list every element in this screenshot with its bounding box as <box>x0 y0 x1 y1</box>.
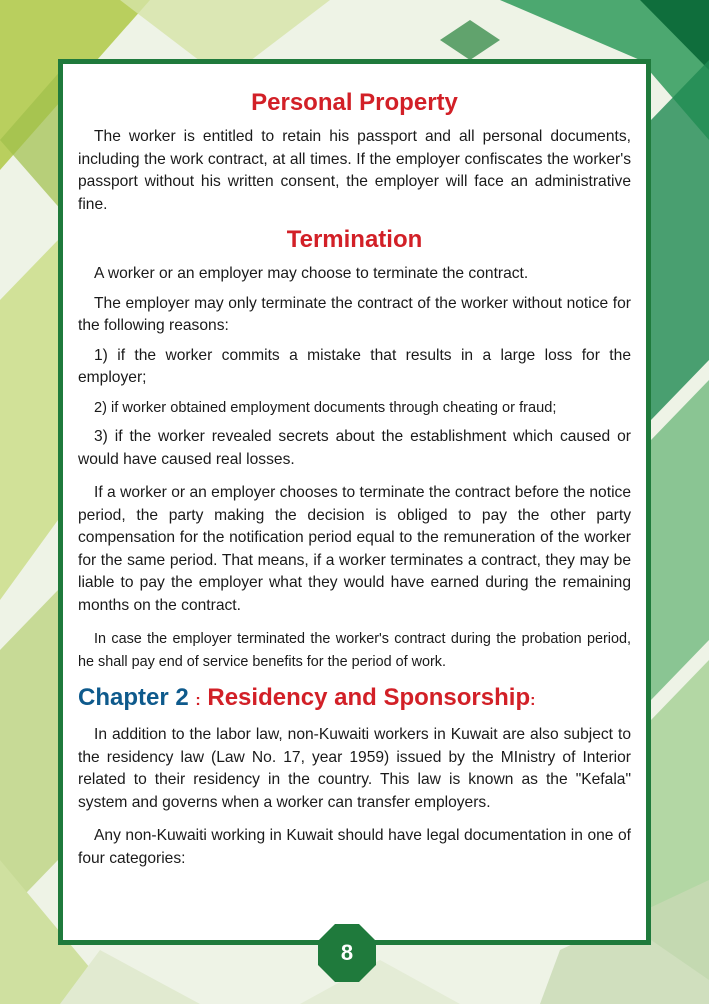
chapter-separator: : <box>195 692 201 709</box>
chapter-title: Residency and Sponsorship <box>207 684 531 711</box>
list-item-reason-2: 2) if worker obtained employment documents through cheating or fraud; <box>94 399 557 416</box>
list-item-reason-1: 1) if the worker commits a mistake that results in a large loss for the employer; <box>78 346 631 386</box>
paragraph-personal-property: The worker is entitled to retain his passport and all personal documents, including the work contract, at all times. If the employer confiscates the worker's passport without his written consent, the employer will face an administrative fine. <box>78 128 631 213</box>
page-number-badge <box>318 924 376 982</box>
chapter-heading <box>78 681 631 718</box>
list-item-reason-3: 3) if the worker revealed secrets about the establishment which caused or would have caused real losses. <box>78 428 631 468</box>
chapter-colon: : <box>530 692 536 709</box>
paragraph-documentation: Any non-Kuwaiti working in Kuwait should have legal documentation in one of four categories: <box>78 827 631 867</box>
paragraph-residency-law: In addition to the labor law, non-Kuwaiti workers in Kuwait are also subject to the residency law (Law No. 17, year 1959) issued by the MInistry of Interior related to their residency in the country. This law is known as the "Kefala" system and governs when a worker can transfer employers. <box>78 726 631 811</box>
page-number: 8 <box>340 940 354 965</box>
paragraph-termination-intro: A worker or an employer may choose to terminate the contract. <box>94 265 529 282</box>
paragraph-termination-reasons: The employer may only terminate the contract of the worker without notice for the following reasons: <box>78 294 631 334</box>
chapter-label: Chapter 2 <box>78 684 189 711</box>
section-title-termination: Termination <box>286 226 423 253</box>
paragraph-compensation: If a worker or an employer chooses to terminate the contract before the notice period, the party making the decision is obliged to pay the other party compensation for the notification period equal to the remuneration of the worker for the same period. That means, if a worker terminates a contract, they may be liable to pay the employer what they would have earned during the remaining months on the contract. <box>78 484 631 614</box>
section-title-personal-property: Personal Property <box>251 89 458 116</box>
paragraph-probation: In case the employer terminated the worker's contract during the probation period, he shall pay end of service benefits for the period of work. <box>78 631 631 670</box>
page-content <box>78 86 631 877</box>
